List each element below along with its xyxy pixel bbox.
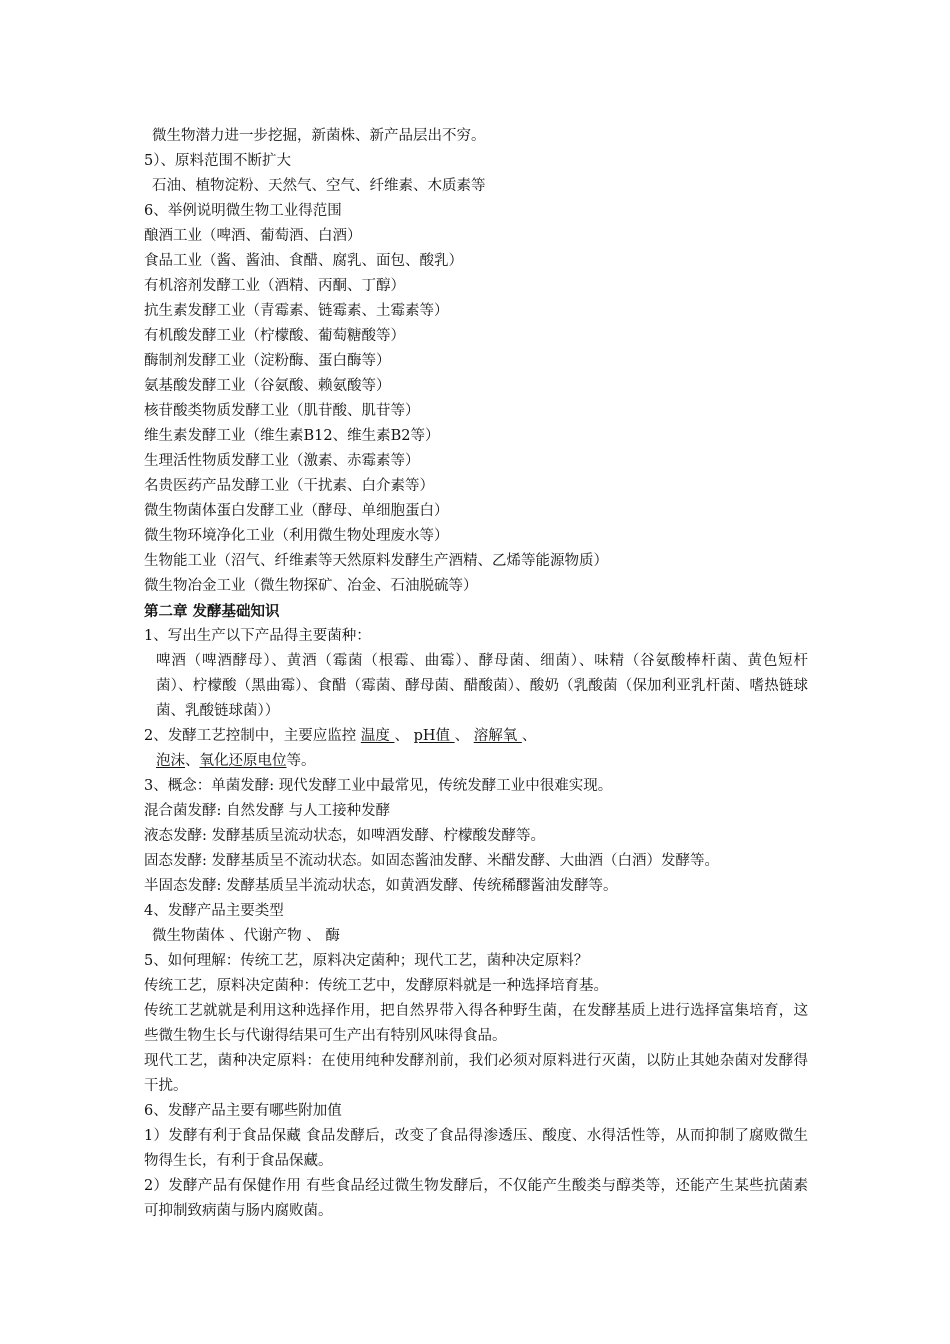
text-line: 6、举例说明微生物工业得范围	[144, 203, 342, 219]
question-2-line-continued	[144, 749, 808, 774]
text-line: 微生物冶金工业（微生物探矿、冶金、石油脱硫等）	[144, 578, 478, 594]
text-line: 食品工业（酱、酱油、食醋、腐乳、面包、酸乳）	[144, 253, 463, 269]
text-line: 抗生素发酵工业（青霉素、链霉素、土霉素等）	[144, 303, 449, 319]
text-line: 5）、原料范围不断扩大	[144, 153, 291, 169]
document-body	[144, 124, 808, 1224]
question-1-title: 1、写出生产以下产品得主要菌种：	[144, 628, 371, 644]
paragraph-modern: 现代工艺，菌种决定原料：在使用纯种发酵剂前，我们必须对原料进行灭菌，以防止其她杂菌对发酵得干扰。	[144, 1053, 808, 1094]
text-line: 有机酸发酵工业（柠檬酸、葡萄糖酸等）	[144, 328, 405, 344]
text-line: 酶制剂发酵工业（淀粉酶、蛋白酶等）	[144, 353, 391, 369]
chapter-heading: 第二章 发酵基础知识	[144, 603, 280, 620]
blank-dissolved-oxygen: 溶解氧	[473, 728, 522, 744]
text-line: 微生物菌体 、代谢产物 、 酶	[152, 928, 340, 944]
paragraph-tradition: 传统工艺就就是利用这种选择作用，把自然界带入得各种野生菌，在发酵基质上进行选择富集培育，这些微生物生长与代谢得结果可生产出有特别风味得食品。	[144, 1003, 808, 1044]
question-1-answer: 啤酒（啤酒酵母）、黄酒（霉菌（根霉、曲霉）、酵母菌、细菌）、味精（谷氨酸棒杆菌、黄色短杆菌）、柠檬酸（黑曲霉）、食醋（霉菌、酵母菌、醋酸菌）、酸奶（乳酸菌（保加利亚乳杆菌、嗜热链球菌、乳酸链球菌））	[156, 653, 808, 719]
text-line: 石油、植物淀粉、天然气、空气、纤维素、木质素等	[152, 178, 486, 194]
question-2-line	[144, 724, 808, 749]
text-line: 4、发酵产品主要类型	[144, 903, 284, 919]
blank-temperature: 温度	[360, 728, 395, 744]
text-line: 液态发酵: 发酵基质呈流动状态，如啤酒发酵、柠檬酸发酵等。	[144, 828, 545, 844]
text-line: 氨基酸发酵工业（谷氨酸、赖氨酸等）	[144, 378, 391, 394]
text-line: 传统工艺，原料决定菌种：传统工艺中，发酵原料就是一种选择培育基。	[144, 978, 608, 994]
text-line: 酿酒工业（啤酒、葡萄酒、白酒）	[144, 228, 362, 244]
text-line: 生物能工业（沼气、纤维素等天然原料发酵生产酒精、乙烯等能源物质）	[144, 553, 608, 569]
text-line: 微生物菌体蛋白发酵工业（酵母、单细胞蛋白）	[144, 503, 449, 519]
question-6-title: 6、发酵产品主要有哪些附加值	[144, 1103, 342, 1119]
text-line: 有机溶剂发酵工业（酒精、丙酮、丁醇）	[144, 278, 405, 294]
question-6-point-2: 2）发酵产品有保健作用 有些食品经过微生物发酵后，不仅能产生酸类与醇类等，还能产生某些抗菌素可抑制致病菌与肠内腐败菌。	[144, 1178, 808, 1219]
question-2-prefix: 2、发酵工艺控制中，主要应监控	[144, 728, 361, 744]
question-2-suffix: 等。	[286, 753, 316, 769]
blank-redox-potential: 氧化还原电位	[199, 753, 287, 769]
text-line: 微生物环境净化工业（利用微生物处理废水等）	[144, 528, 449, 544]
text-line: 半固态发酵: 发酵基质呈半流动状态，如黄酒发酵、传统稀醪酱油发酵等。	[144, 878, 618, 894]
separator: 、	[394, 728, 414, 744]
text-line: 名贵医药产品发酵工业（干扰素、白介素等）	[144, 478, 434, 494]
separator: 、	[454, 728, 474, 744]
text-line: 微生物潜力进一步挖掘，新菌株、新产品层出不穷。	[152, 128, 486, 144]
separator: 、	[521, 728, 537, 744]
question-6-point-1: 1）发酵有利于食品保藏 食品发酵后，改变了食品得渗透压、酸度、水得活性等，从而抑制了腐败微生物得生长，有利于食品保藏。	[144, 1128, 808, 1169]
text-line: 固态发酵: 发酵基质呈不流动状态。如固态酱油发酵、米醋发酵、大曲酒（白酒）发酵等。	[144, 853, 719, 869]
text-line: 3、概念：单菌发酵: 现代发酵工业中最常见，传统发酵工业中很难实现。	[144, 778, 613, 794]
text-line: 核苷酸类物质发酵工业（肌苷酸、肌苷等）	[144, 403, 420, 419]
blank-foam: 泡沫	[156, 753, 185, 769]
text-line: 混合菌发酵: 自然发酵 与人工接种发酵	[144, 803, 391, 819]
separator: 、	[185, 753, 200, 769]
text-line: 生理活性物质发酵工业（激素、赤霉素等）	[144, 453, 420, 469]
text-line: 5、如何理解：传统工艺，原料决定菌种；现代工艺，菌种决定原料？	[144, 953, 589, 969]
blank-ph: pH值	[413, 728, 455, 744]
text-line: 维生素发酵工业（维生素B12、维生素B2等）	[144, 428, 440, 444]
